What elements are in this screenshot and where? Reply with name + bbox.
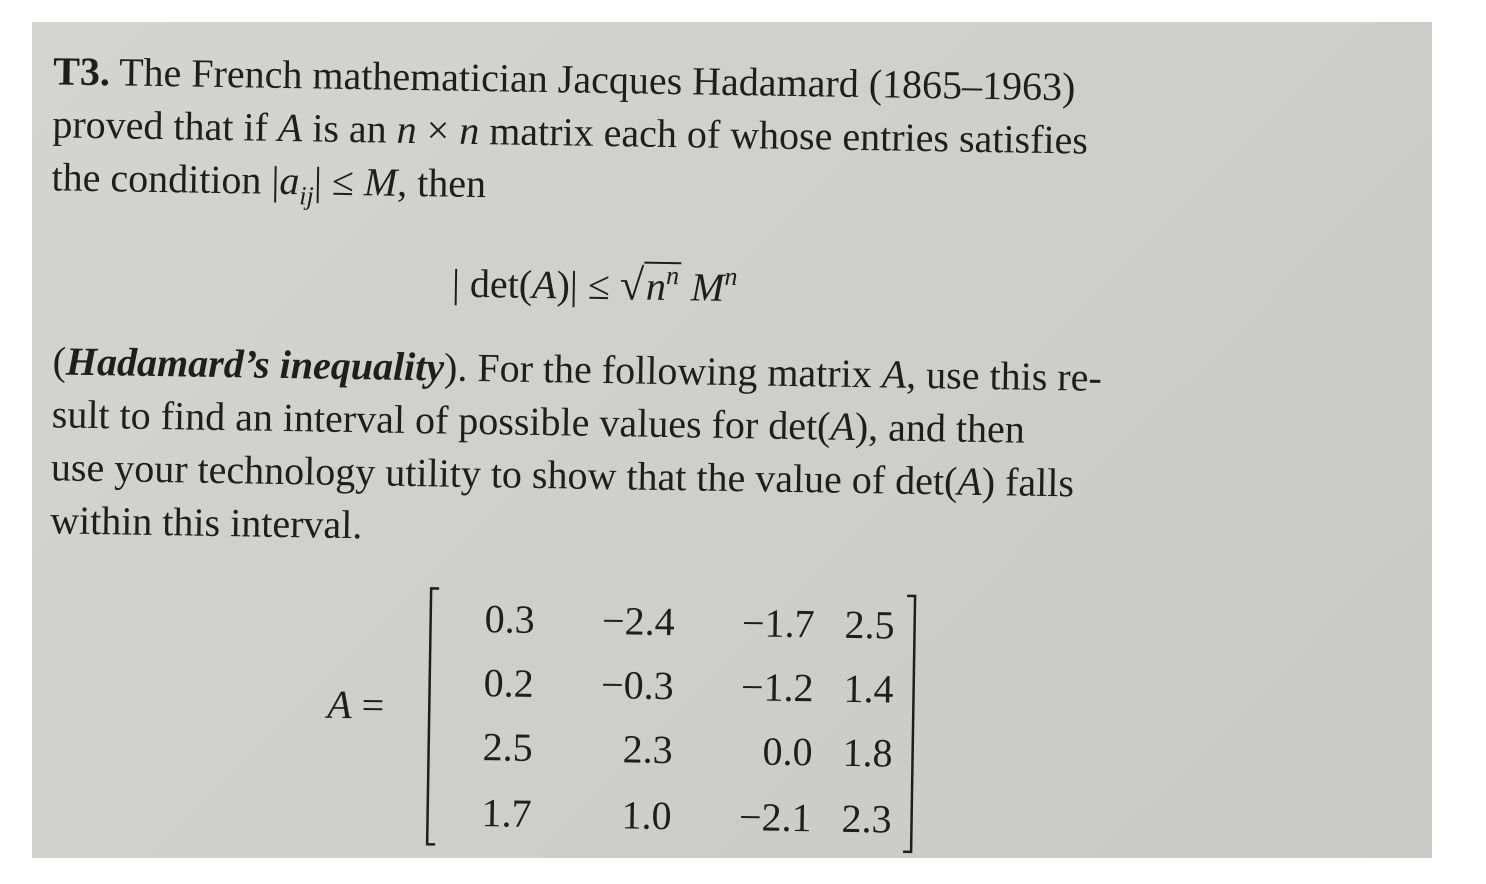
matrix-entry-r4-c1: 1.7 <box>481 790 532 836</box>
matrix-entry-r1-c2: −2.4 <box>601 598 676 645</box>
matrix-entry-r2-c3: −1.2 <box>740 664 814 711</box>
book-page-photo <box>32 22 1432 858</box>
problem-line-3: the condition $|a_{ij}| \le M$, then <box>51 154 487 211</box>
matrix-entry-r1-c3: −1.7 <box>741 600 815 647</box>
matrix-label: A = <box>326 681 385 728</box>
problem-number: T3. <box>52 48 111 95</box>
matrix-a <box>421 582 925 858</box>
instruction-line-1: (Hadamard’s inequality). For the following matrix A, use this re- <box>52 338 1103 400</box>
matrix-entry-r2-c1: 0.2 <box>483 660 535 706</box>
instruction-line-3: use your technology utility to show that the value of det(A) falls <box>50 444 1075 506</box>
matrix-entry-r2-c4: 1.4 <box>843 665 894 712</box>
instruction-line-4: within this interval. <box>49 497 363 548</box>
matrix-entry-r1-c4: 2.5 <box>844 601 895 648</box>
matrix-entry-r3-c4: 1.8 <box>842 729 893 776</box>
matrix-entry-r4-c3: −2.1 <box>738 794 812 841</box>
matrix-entry-r4-c2: 1.0 <box>621 792 672 839</box>
textbook-page <box>32 22 1432 858</box>
matrix-entry-r3-c3: 0.0 <box>762 728 813 775</box>
hadamard-inequality-term: Hadamard’s inequality <box>65 338 445 390</box>
instruction-line-2: sult to find an interval of possible values for det(A), and then <box>51 391 1026 452</box>
instruction-paragraph <box>50 334 1102 562</box>
matrix-entry-r3-c2: 2.3 <box>622 726 674 773</box>
square-root-sign: √ <box>619 260 645 310</box>
matrix-entry-r2-c2: −0.3 <box>600 662 675 709</box>
matrix-definition <box>325 581 949 858</box>
matrix-entry-r3-c1: 2.5 <box>482 724 534 770</box>
problem-statement <box>51 44 1089 224</box>
problem-line-2: proved that if A is an n × n matrix each of whose entries satisfies <box>52 101 1089 163</box>
hadamard-inequality-formula: | $\det(A)| \le √n^n$ $M^n$ <box>451 260 738 310</box>
matrix-entry-r4-c4: 2.3 <box>841 795 892 842</box>
radicand: $n^n$ <box>645 260 680 309</box>
problem-line-1: T3. The French mathematician Jacques Hadamard (1865–1963) <box>52 48 1076 110</box>
matrix-entry-r1-c1: 0.3 <box>484 596 536 642</box>
right-bracket <box>903 596 915 852</box>
